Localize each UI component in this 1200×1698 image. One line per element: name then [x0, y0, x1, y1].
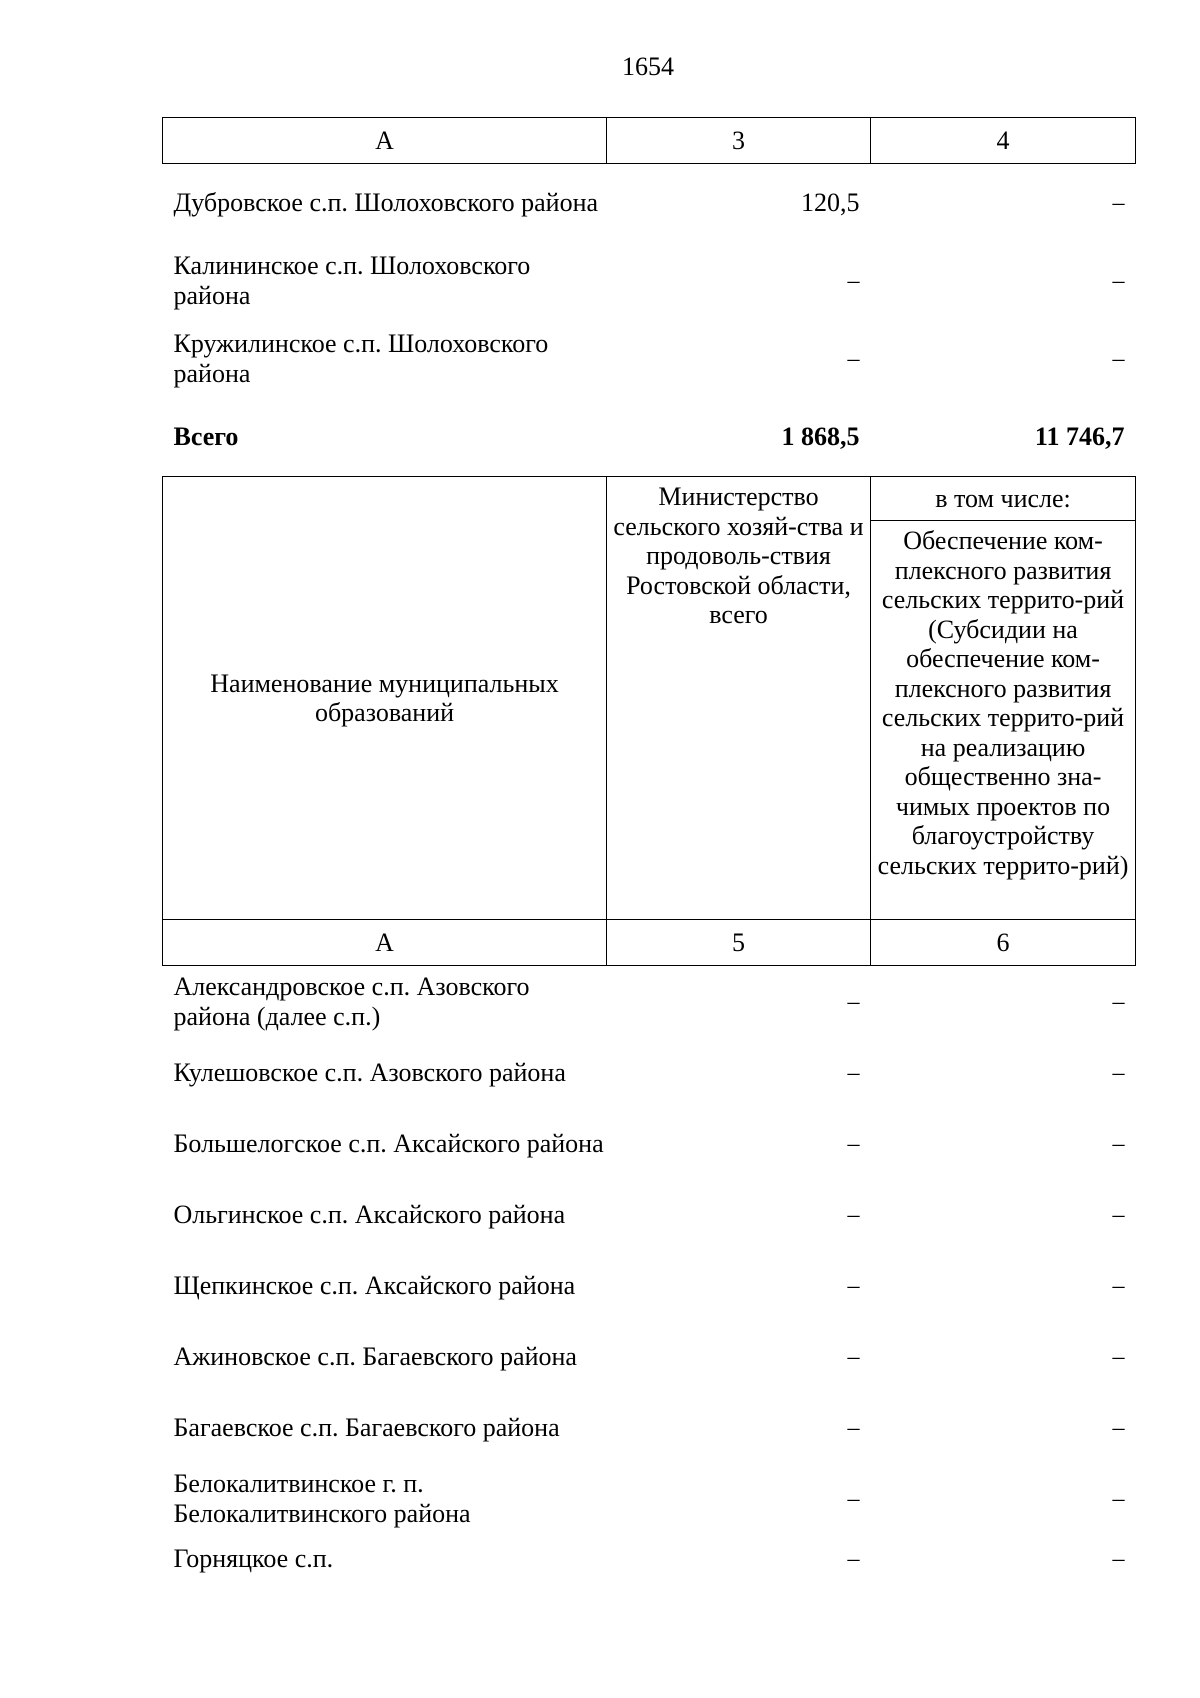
total-col4: 11 746,7 [1034, 422, 1125, 451]
municipality-name: Калининское с.п. Шолоховского района [173, 251, 531, 310]
table-part-2 [162, 476, 1136, 1600]
table-row [163, 320, 1136, 398]
value-col5: – [847, 1272, 860, 1299]
table-row [163, 1534, 1136, 1600]
municipality-name: Большелогское с.п. Аксайского района [173, 1128, 604, 1158]
value-col6: – [1112, 1201, 1125, 1228]
total-label: Всего [173, 422, 239, 451]
value-col5: – [847, 1059, 860, 1086]
ministry-total-column-header: Министерство сельского хозяй-ства и продоволь-ствия Ростовской области, всего [607, 477, 871, 920]
table-row [163, 164, 1136, 243]
municipality-name: Ажиновское с.п. Багаевского района [173, 1341, 577, 1371]
table-row [163, 1179, 1136, 1250]
value-col5: – [847, 988, 860, 1015]
value-col3: 120,5 [801, 188, 860, 217]
value-col5: – [847, 1201, 860, 1228]
table-row [163, 1392, 1136, 1463]
value-col6: – [1112, 988, 1125, 1015]
table1-header-3: 3 [607, 118, 871, 164]
value-col3: – [847, 346, 860, 372]
value-col6: – [1112, 1059, 1125, 1086]
rural-development-column-header: Обеспечение ком-плексного развития сельских террито-рий (Субсидии на обеспечение ком-плексного развития сельских террито-рий на реализацию общественно зна-чимых проектов по благоустройству сельских террито-рий) [871, 521, 1136, 920]
table-row [163, 1321, 1136, 1392]
table-part-1 [162, 117, 1136, 476]
table1-column-numbers-row [163, 118, 1136, 164]
municipality-name: Ольгинское с.п. Аксайского района [173, 1199, 566, 1229]
table-row [163, 966, 1136, 1038]
municipality-name: Кружилинское с.п. Шолоховского района [173, 329, 549, 388]
municipality-name: Александровское с.п. Азовского района (далее с.п.) [173, 971, 530, 1031]
including-header: в том числе: [871, 477, 1136, 521]
table-row [163, 1250, 1136, 1321]
value-col6: – [1112, 1485, 1125, 1512]
table-row [163, 1108, 1136, 1179]
value-col6: – [1112, 1343, 1125, 1370]
table-row [163, 242, 1136, 320]
municipality-name: Дубровское с.п. Шолоховского района [173, 188, 599, 217]
value-col4: – [1112, 190, 1125, 216]
value-col4: – [1112, 346, 1125, 372]
municipality-column-header: Наименование муниципальных образований [163, 477, 607, 920]
table2-header-6: 6 [871, 920, 1136, 966]
municipality-name: Горняцкое с.п. [173, 1544, 334, 1573]
table2-header-5: 5 [607, 920, 871, 966]
page-number: 1654 [622, 52, 674, 81]
table1-header-4: 4 [871, 118, 1136, 164]
value-col6: – [1112, 1130, 1125, 1157]
municipality-name: Кулешовское с.п. Азовского района [173, 1057, 566, 1087]
value-col4: – [1112, 268, 1125, 294]
municipality-name: Белокалитвинское г. п. Белокалитвинского района [173, 1468, 471, 1528]
table1-header-a: А [163, 118, 607, 164]
total-row [163, 398, 1136, 476]
table-row [163, 1463, 1136, 1534]
value-col5: – [847, 1130, 860, 1157]
value-col6: – [1112, 1272, 1125, 1299]
total-col3: 1 868,5 [781, 422, 860, 451]
table2-header-row-1 [163, 477, 1136, 521]
value-col5: – [847, 1414, 860, 1441]
value-col6: – [1112, 1414, 1125, 1441]
value-col5: – [847, 1343, 860, 1370]
value-col6: – [1112, 1546, 1125, 1572]
municipality-name: Багаевское с.п. Багаевского района [173, 1412, 560, 1442]
table2-header-a: А [163, 920, 607, 966]
value-col5: – [847, 1485, 860, 1512]
table2-column-numbers-row [163, 920, 1136, 966]
table-row [163, 1037, 1136, 1108]
municipality-name: Щепкинское с.п. Аксайского района [173, 1270, 576, 1300]
value-col5: – [847, 1546, 860, 1572]
value-col3: – [847, 268, 860, 294]
